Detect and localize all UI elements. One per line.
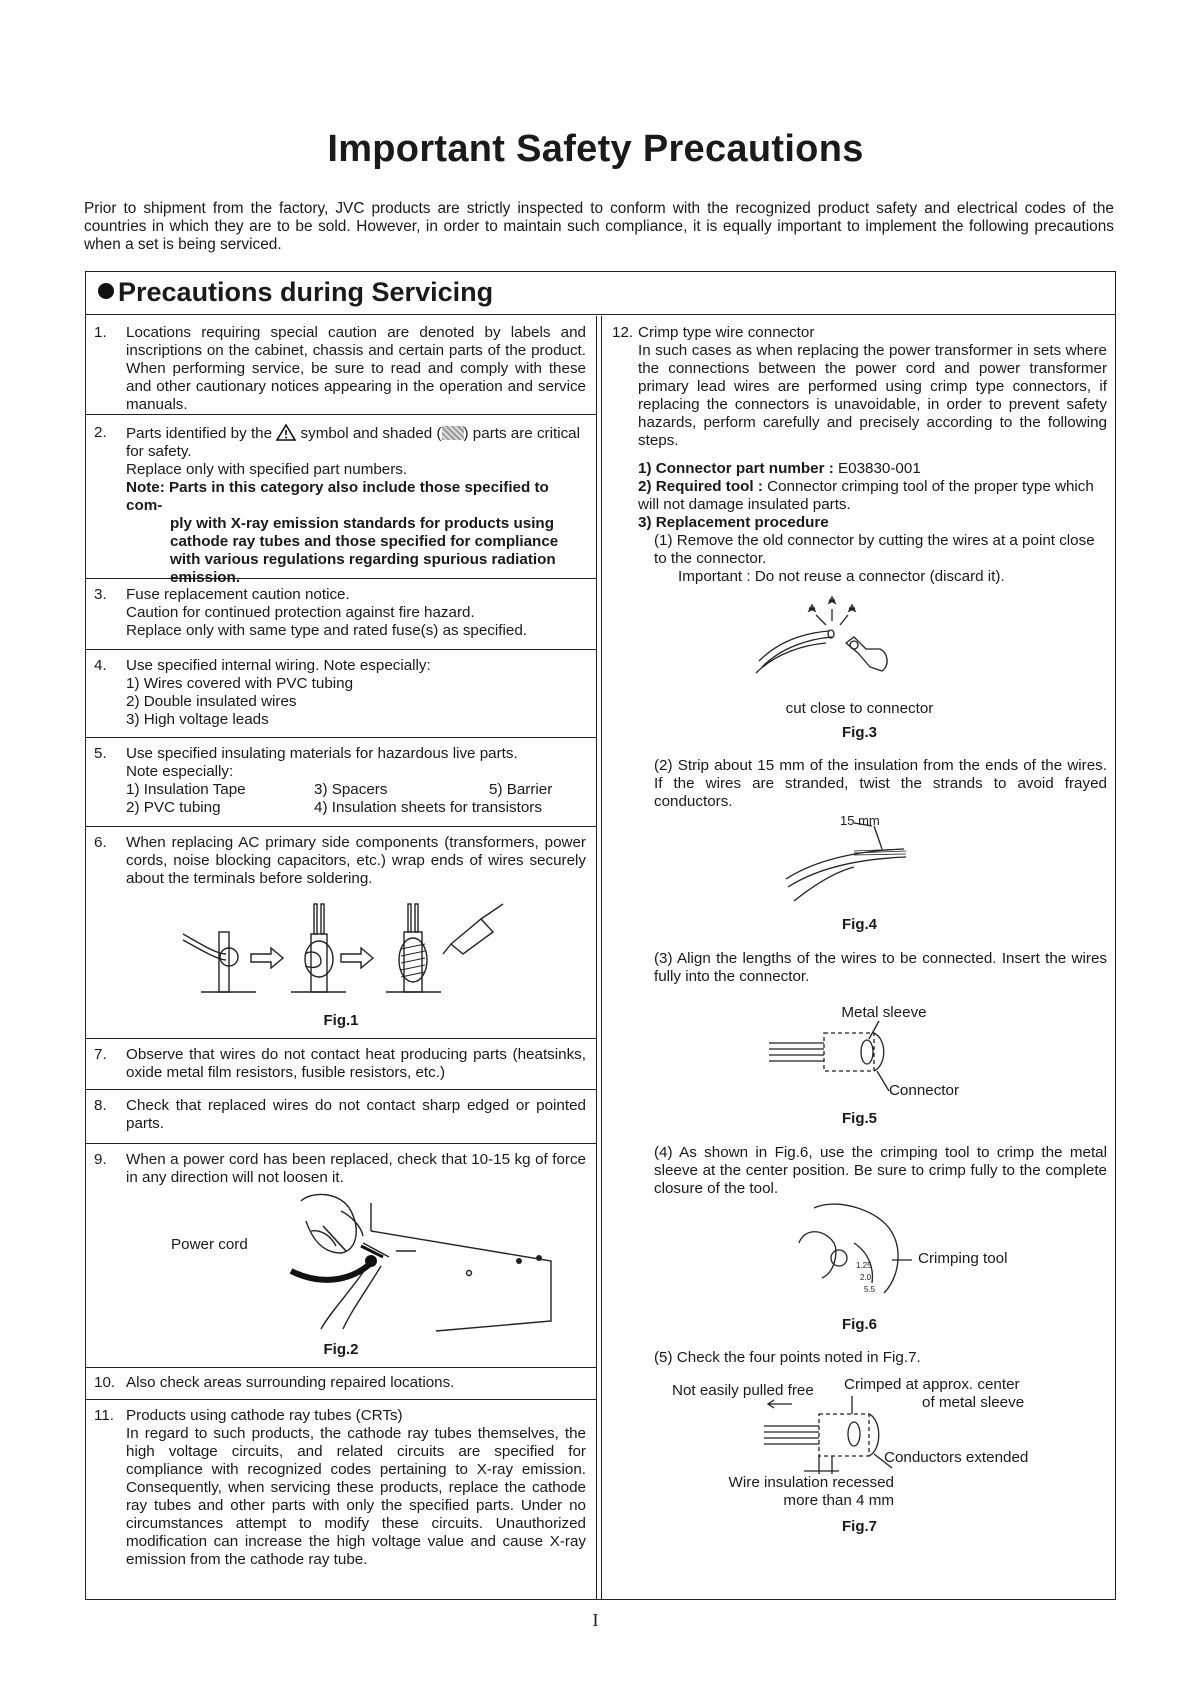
figure-caption: Fig.7 [841, 1518, 877, 1535]
svg-text:2.0: 2.0 [860, 1273, 872, 1282]
item-number: 6. [94, 834, 107, 851]
left-column [86, 316, 596, 1599]
page-number: I [592, 1610, 599, 1630]
figure-caption: Fig.2 [323, 1341, 359, 1358]
figure-caption: Fig.5 [841, 1110, 877, 1127]
item-number: 2. [94, 424, 107, 441]
precaution-item-6 [86, 826, 596, 1039]
section-title: Precautions during Servicing [98, 277, 493, 308]
item-text: When a power cord has been replaced, check that 10-15 kg of force in any direction will not loosen it. [126, 1151, 586, 1186]
fig4-label: 15 mm [840, 813, 880, 828]
procedure-5: (5) Check the four points noted in Fig.7. [654, 1349, 921, 1366]
crimp-check-illustration [764, 1396, 904, 1476]
crimp-heading: Crimp type wire connector [638, 324, 815, 341]
procedure-1: (1) Remove the old connector by cutting the wires at a point close to the connector. [654, 532, 1095, 567]
right-column [604, 316, 1115, 1599]
strip-insulation-illustration [784, 821, 914, 911]
item-text-line: Fuse replacement caution notice. [126, 586, 350, 603]
item-number: 3. [94, 586, 107, 603]
item-number: 1. [94, 324, 107, 341]
item-text: Parts identified by the symbol and shaded ( ) parts are critical for safety. [126, 425, 580, 460]
material-list-item: 1) Insulation Tape [126, 781, 246, 798]
fig7-label-conductors: Conductors extended [884, 1449, 1029, 1466]
section-header [86, 272, 1115, 315]
note-text: Note: Parts in this category also include those specified to com- [126, 479, 549, 514]
step-3: 3) Replacement procedure [638, 514, 829, 531]
fig7-label-insulation: Wire insulation recessed more than 4 mm [728, 1474, 894, 1509]
item-number: 5. [94, 745, 107, 762]
precaution-item-9 [86, 1143, 596, 1368]
material-list-item: 2) PVC tubing [126, 799, 221, 816]
intro-paragraph: Prior to shipment from the factory, JVC products are strictly inspected to conform with the recognized product safety and electrical codes of the countries in which they are to be sold. However, in order to maintain such compliance, it is equally important to implement the following precautions when a set is being serviced. [84, 200, 1114, 253]
figure-caption: Fig.4 [841, 916, 877, 933]
power-cord-illustration [251, 1191, 571, 1331]
crimping-tool-illustration [794, 1198, 914, 1308]
item-text-line: Use specified insulating materials for hazardous live parts. [126, 745, 518, 762]
fig3-label: cut close to connector [785, 700, 934, 717]
item-text: In regard to such products, the cathode ray tubes themselves, the high voltage circuits, and related circuits are specified for compliance with recognized codes pertaining to X-ray emission. Consequently, when servicing these products, replace the cathode ray tubes and other parts with only the specified parts. Under no circumstances attempt to modify these circuits. Unauthorized modification can increase the high voltage value and cause X-ray emission from the cathode ray tube. [126, 1425, 586, 1568]
fig6-label: Crimping tool [918, 1250, 1008, 1267]
material-list-item: 3) Spacers [314, 781, 388, 798]
precautions-frame [85, 271, 1116, 1600]
figure-caption: Fig.1 [323, 1012, 359, 1029]
item-text: Also check areas surrounding repaired locations. [126, 1374, 455, 1391]
precaution-item-5 [86, 737, 596, 827]
procedure-4: (4) As shown in Fig.6, use the crimping tool to crimp the metal sleeve at the center position. Be sure to crimp fully to the complete closure of the tool. [654, 1144, 1107, 1197]
material-list-item: 4) Insulation sheets for transistors [314, 799, 542, 816]
note-text-rest: ply with X-ray emission standards for products using cathode ray tubes and those specified for compliance with various regulations regarding spurious radiation emission. [170, 515, 559, 586]
procedure-3: (3) Align the lengths of the wires to be connected. Insert the wires fully into the connector. [654, 950, 1107, 985]
column-divider [596, 316, 602, 1599]
item-number: 4. [94, 657, 107, 674]
figure-caption: Fig.3 [841, 724, 877, 741]
item-text: Locations requiring special caution are denoted by labels and inscriptions on the cabinet, chassis and certain parts of the product. When performing service, be sure to read and comply with these and other cautionary notices appearing in the operation and service manuals. [126, 324, 586, 413]
item-number: 11. [94, 1407, 114, 1424]
crimp-paragraph: In such cases as when replacing the power transformer in sets where the connections between the power cord and power transformer primary lead wires are performed using crimp type connectors, if replacing the connectors is unavoidable, in order to prevent safety hazards, perform carefully and precisely according to the following steps. [638, 342, 1107, 449]
svg-text:1.25: 1.25 [856, 1261, 872, 1270]
item-text-line: Use specified internal wiring. Note especially: [126, 657, 431, 674]
item-text: Check that replaced wires do not contact sharp edged or pointed parts. [126, 1097, 586, 1132]
fig5-label-connector: Connector [888, 1082, 960, 1099]
shaded-parts-icon [442, 426, 464, 440]
precaution-item-1 [86, 316, 596, 415]
connector-illustration [769, 1021, 899, 1091]
item-text: When replacing AC primary side components (transformers, power cords, noise blocking capacitors, etc.) wrap ends of wires securely about the terminals before soldering. [126, 834, 586, 887]
item-number: 7. [94, 1046, 107, 1063]
precaution-item-8 [86, 1089, 596, 1144]
item-text-line: 3) High voltage leads [126, 711, 269, 728]
warning-triangle-icon [276, 424, 296, 441]
item-text-line: Replace only with specified part numbers. [126, 461, 408, 478]
bullet-icon [98, 283, 114, 299]
item-text-line: 1) Wires covered with PVC tubing [126, 675, 354, 692]
precaution-item-10 [86, 1367, 596, 1400]
precaution-item-4 [86, 649, 596, 738]
wire-wrapping-illustration [181, 904, 521, 1014]
item-text-line: Products using cathode ray tubes (CRTs) [126, 1407, 403, 1424]
fig7-label-crimped: Crimped at approx. center of metal sleeve [844, 1376, 1025, 1411]
figure-caption: Fig.6 [841, 1316, 877, 1333]
material-list-item: 5) Barrier [489, 781, 553, 798]
fig5-label-metal-sleeve: Metal sleeve [841, 1004, 927, 1021]
svg-text:5.5: 5.5 [864, 1285, 876, 1294]
item-text-line: Caution for continued protection against fire hazard. [126, 604, 475, 621]
item-text-line: Replace only with same type and rated fuse(s) as specified. [126, 622, 527, 639]
precaution-item-3 [86, 578, 596, 650]
step-2: 2) Required tool : Connector crimping tool of the proper type which will not damage insulated parts. [638, 478, 1094, 513]
item-number: 8. [94, 1097, 107, 1114]
precaution-item-2 [86, 414, 596, 586]
fig7-label-pull: Not easily pulled free [672, 1382, 814, 1399]
procedure-2: (2) Strip about 15 mm of the insulation from the ends of the wires. If the wires are stranded, twist the strands to avoid frayed conductors. [654, 757, 1107, 810]
precaution-item-11 [86, 1399, 596, 1599]
power-cord-label: Power cord [171, 1236, 248, 1253]
item-number: 10. [94, 1374, 116, 1391]
procedure-1-important: Important : Do not reuse a connector (discard it). [678, 568, 1005, 585]
item-text-line: 2) Double insulated wires [126, 693, 297, 710]
precaution-item-7 [86, 1038, 596, 1090]
item-number: 12. [612, 324, 634, 341]
page-title: Important Safety Precautions [327, 128, 864, 170]
item-text: Observe that wires do not contact heat producing parts (heatsinks, oxide metal film resistors, fusible resistors, etc.) [126, 1046, 586, 1081]
item-text-line: Note especially: [126, 763, 234, 780]
item-number: 9. [94, 1151, 107, 1168]
cut-connector-illustration [754, 601, 914, 691]
step-1: 1) Connector part number : E03830-001 [638, 460, 921, 477]
